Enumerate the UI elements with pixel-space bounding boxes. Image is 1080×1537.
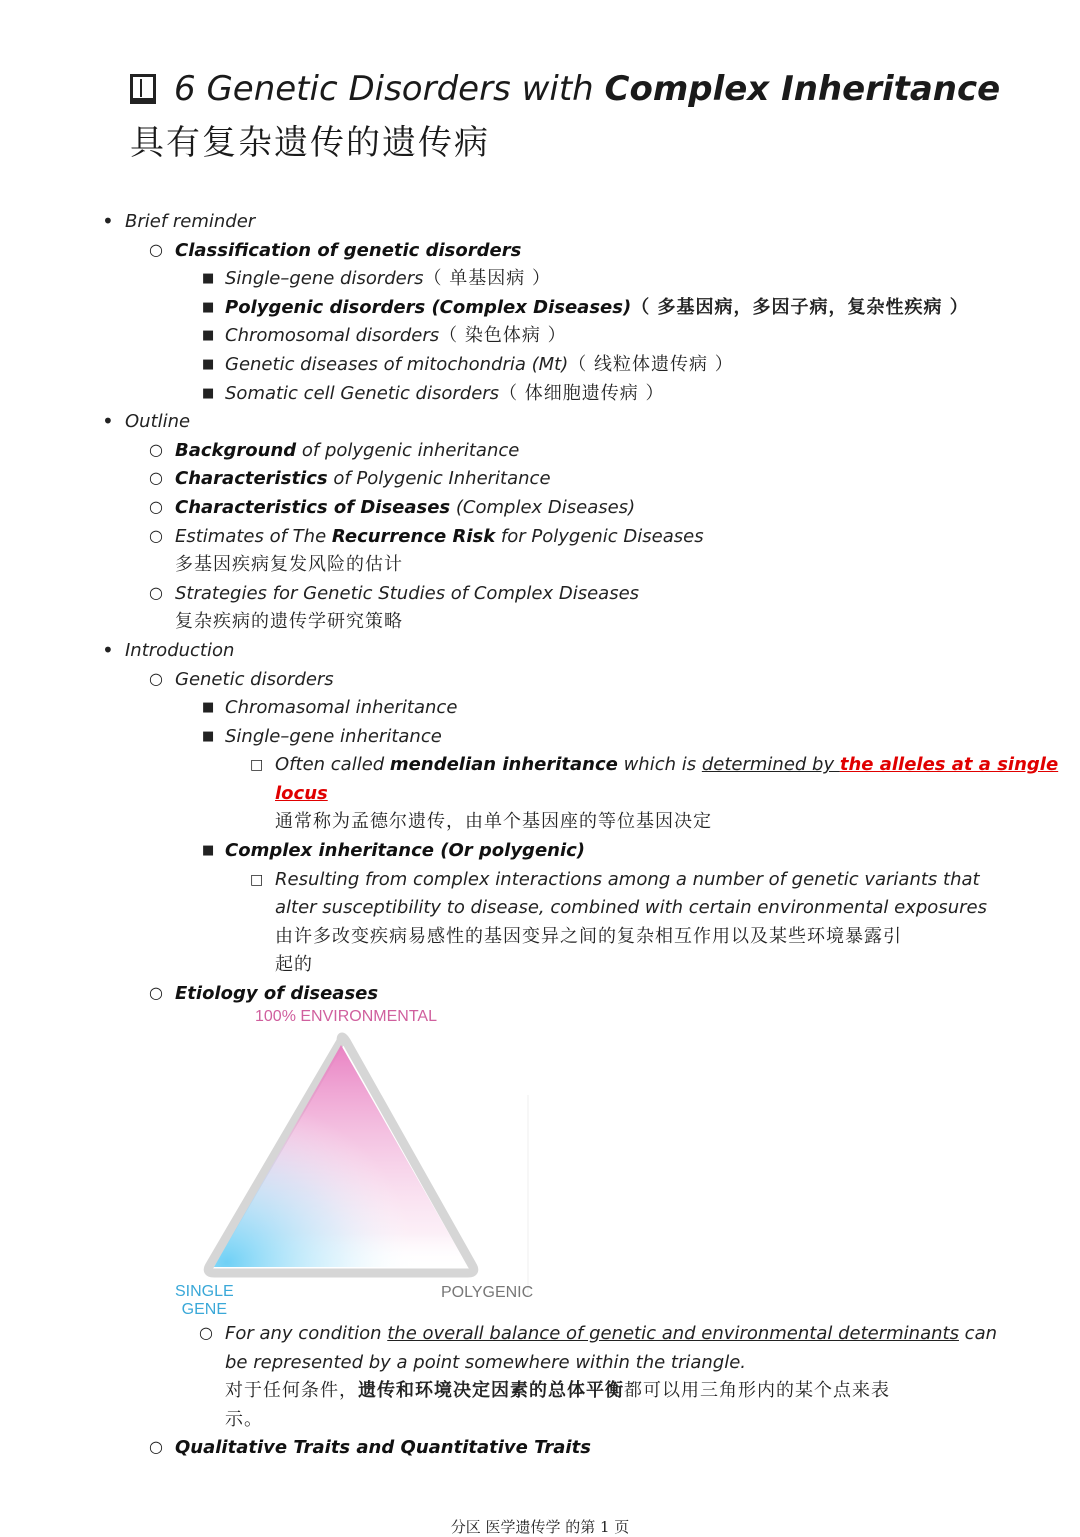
notebook-icon	[130, 74, 156, 104]
list-item: ○ For any condition the overall balance of genetic and environmental determinants can	[0, 1320, 1080, 1349]
list-item: • Introduction	[0, 637, 1080, 666]
list-item: ○ Estimates of The Recurrence Risk for Polygenic Diseases	[0, 523, 1080, 552]
circle-bullet-icon: ○	[149, 525, 163, 545]
polygenic-label: POLYGENIC	[441, 1284, 534, 1301]
square-bullet-icon: ■	[202, 271, 215, 287]
circle-bullet-icon: ○	[149, 983, 163, 1003]
list-item: ■ Somatic cell Genetic disorders（ 体细胞遗传病 ）	[0, 380, 1080, 409]
list-item: ○ Characteristics of Polygenic Inheritance	[0, 465, 1080, 494]
bullet-icon: •	[102, 637, 114, 662]
list-item: ■ Single–gene disorders（ 单基因病 ）	[0, 265, 1080, 294]
square-bullet-icon: ■	[202, 328, 215, 344]
environmental-label: 100% ENVIRONMENTAL	[255, 1008, 437, 1025]
circle-bullet-icon: ○	[149, 468, 163, 488]
list-item-translation: 对于任何条件，遗传和环境决定因素的总体平衡都可以用三角形内的某个点来表	[225, 1380, 890, 1402]
list-item: ○ Characteristics of Diseases (Complex Diseases)	[0, 494, 1080, 523]
circle-bullet-icon: ○	[149, 439, 163, 459]
list-item: ○ Classification of genetic disorders	[0, 237, 1080, 266]
list-item: • Brief reminder	[0, 208, 1080, 237]
circle-bullet-icon: ○	[149, 1437, 163, 1457]
list-item: ○ Qualitative Traits and Quantitative Traits	[0, 1434, 1080, 1463]
list-item: ■ Chromasomal inheritance	[0, 694, 1080, 723]
list-item-translation: 复杂疾病的遗传学研究策略	[175, 611, 403, 633]
list-item-translation: 由许多改变疾病易感性的基因变异之间的复杂相互作用以及某些环境暴露引	[275, 925, 902, 947]
list-item-translation: 多基因疾病复发风险的估计	[175, 554, 403, 576]
square-bullet-icon: ■	[202, 728, 215, 744]
list-item: ■ Polygenic disorders (Complex Diseases)（ 多基因病，多因子病，复杂性疾病 ）	[0, 294, 1080, 323]
list-item: ○ Genetic disorders	[0, 666, 1080, 695]
notes-content	[0, 208, 1080, 1009]
checkbox-bullet-icon: □	[250, 871, 264, 888]
list-item-translation: 示。	[225, 1408, 263, 1430]
square-bullet-icon: ■	[202, 700, 215, 716]
circle-bullet-icon: ○	[149, 668, 163, 688]
page-title: 6 Genetic Disorders with Complex Inheritance 具有复杂遗传的遗传病	[130, 69, 1001, 163]
square-bullet-icon: ■	[202, 356, 215, 372]
circle-bullet-icon: ○	[149, 582, 163, 602]
single-gene-label: SINGLE GENE	[175, 1283, 234, 1318]
list-item: ○ Background of polygenic inheritance	[0, 437, 1080, 466]
checkbox-bullet-icon: □	[250, 757, 264, 774]
list-item: ■ Complex inheritance (Or polygenic)	[0, 837, 1080, 866]
list-item-continuation: locus	[275, 782, 328, 804]
list-item-continuation: alter susceptibility to disease, combined with certain environmental exposures	[275, 897, 987, 919]
etiology-triangle-figure	[170, 1005, 540, 1325]
bullet-icon: •	[102, 409, 114, 434]
etiology-triangle	[170, 1005, 540, 1325]
square-bullet-icon: ■	[202, 843, 215, 859]
list-item: ■ Single–gene inheritance	[0, 723, 1080, 752]
bullet-icon: •	[102, 209, 114, 233]
list-item: ○ Strategies for Genetic Studies of Complex Diseases	[0, 580, 1080, 609]
list-item-translation: 通常称为孟德尔遗传，由单个基因座的等位基因决定	[275, 811, 712, 833]
list-item: ○ Etiology of diseases	[0, 980, 1080, 1009]
list-item: • Outline	[0, 408, 1080, 437]
list-item: ■ Genetic diseases of mitochondria (Mt)（ 线粒体遗传病 ）	[0, 351, 1080, 380]
list-item-translation: 起的	[275, 954, 313, 976]
list-item: ■ Chromosomal disorders（ 染色体病 ）	[0, 322, 1080, 351]
square-bullet-icon: ■	[202, 299, 215, 315]
circle-bullet-icon: ○	[149, 496, 163, 516]
page-footer: 分区 医学遗传学 的第 1 页	[450, 1518, 630, 1536]
list-item-continuation: be represented by a point somewhere within the triangle.	[225, 1351, 747, 1373]
list-item: □ Resulting from complex interactions among a number of genetic variants that	[0, 866, 1080, 895]
circle-bullet-icon: ○	[199, 1323, 213, 1342]
circle-bullet-icon: ○	[149, 239, 163, 259]
list-item: □ Often called mendelian inheritance which is determined by the alleles at a single	[0, 751, 1080, 780]
square-bullet-icon: ■	[202, 385, 215, 401]
triangle-single-gene-gradient	[214, 1045, 468, 1267]
notes-content-continued	[0, 1320, 1080, 1463]
